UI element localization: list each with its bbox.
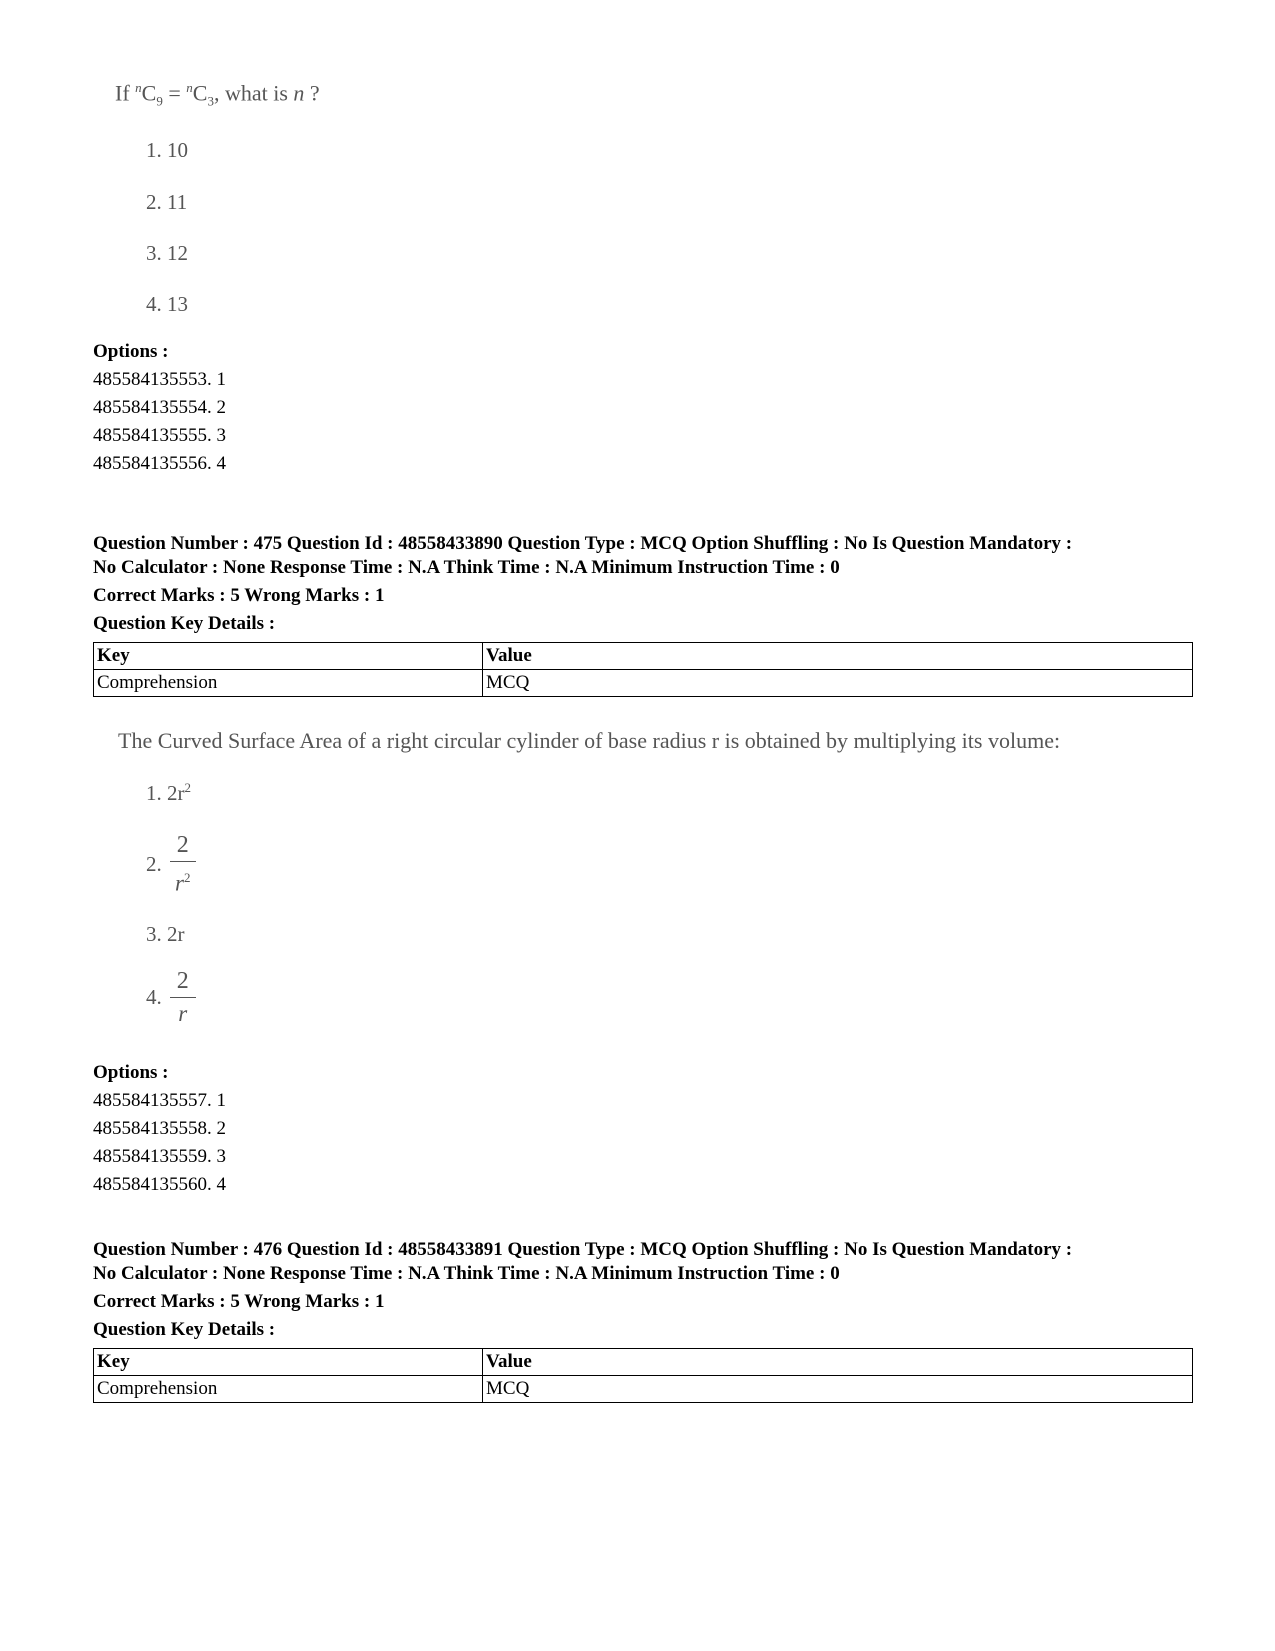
question-474-stem: If $^nC_9 = ^nC_3$, what is n ? — [115, 80, 320, 109]
table-cell-value: MCQ — [483, 1376, 1193, 1403]
q475-options-heading: Options : — [93, 1062, 169, 1083]
q474-option-2: 485584135554. 2 — [93, 397, 226, 418]
table-row — [94, 670, 1193, 697]
q475-option-4: 485584135560. 4 — [93, 1174, 226, 1195]
q475-choice-2: 2. $\frac{2}{r^2}$ — [146, 832, 196, 897]
table-row — [94, 1349, 1193, 1376]
q475-key-details-heading: Question Key Details : — [93, 613, 276, 634]
q474-choice-4: 4. 13 — [146, 292, 188, 316]
table-cell-key: Comprehension — [94, 670, 483, 697]
q475-meta-line-2: No Calculator : None Response Time : N.A Think Time : N.A Minimum Instruction Time : 0 — [93, 557, 840, 578]
q474-choice-1: 1. 10 — [146, 138, 188, 162]
q476-meta-line-2: No Calculator : None Response Time : N.A Think Time : N.A Minimum Instruction Time : 0 — [93, 1263, 840, 1284]
q474-option-1: 485584135553. 1 — [93, 369, 226, 390]
table-header-key: Key — [94, 643, 483, 670]
q475-marks: Correct Marks : 5 Wrong Marks : 1 — [93, 585, 385, 606]
q476-meta-line-1: Question Number : 476 Question Id : 48558433891 Question Type : MCQ Option Shuffling : No Is Question Mandatory : — [93, 1239, 1073, 1260]
q475-option-1: 485584135557. 1 — [93, 1090, 226, 1111]
q474-option-4: 485584135556. 4 — [93, 453, 226, 474]
q475-option-3: 485584135559. 3 — [93, 1146, 226, 1167]
q475-key-table — [93, 642, 1193, 697]
table-cell-key: Comprehension — [94, 1376, 483, 1403]
q475-option-2: 485584135558. 2 — [93, 1118, 226, 1139]
q475-choice-4-fraction: $\frac{2}{r}$ — [170, 968, 196, 1027]
q474-options-heading: Options : — [93, 341, 169, 362]
table-header-value: Value — [483, 643, 1193, 670]
q475-choice-4: 4. $\frac{2}{r}$ — [146, 968, 196, 1027]
q476-key-table — [93, 1348, 1193, 1403]
table-row — [94, 643, 1193, 670]
q474-choice-3: 3. 12 — [146, 241, 188, 265]
table-header-key: Key — [94, 1349, 483, 1376]
q476-key-details-heading: Question Key Details : — [93, 1319, 276, 1340]
table-cell-value: MCQ — [483, 670, 1193, 697]
q475-meta-line-1: Question Number : 475 Question Id : 48558433890 Question Type : MCQ Option Shuffling : No Is Question Mandatory : — [93, 533, 1073, 554]
question-475-stem: The Curved Surface Area of a right circular cylinder of base radius r is obtained by multiplying its volume: — [118, 728, 1061, 753]
q476-marks: Correct Marks : 5 Wrong Marks : 1 — [93, 1291, 385, 1312]
q475-choice-3: 3. 2r — [146, 922, 185, 946]
table-row — [94, 1376, 1193, 1403]
q474-option-3: 485584135555. 3 — [93, 425, 226, 446]
table-header-value: Value — [483, 1349, 1193, 1376]
q475-choice-2-fraction: $\frac{2}{r^2}$ — [170, 832, 196, 897]
q475-choice-1: 1. $2r^2$ — [146, 780, 191, 805]
q474-choice-2: 2. 11 — [146, 190, 188, 214]
